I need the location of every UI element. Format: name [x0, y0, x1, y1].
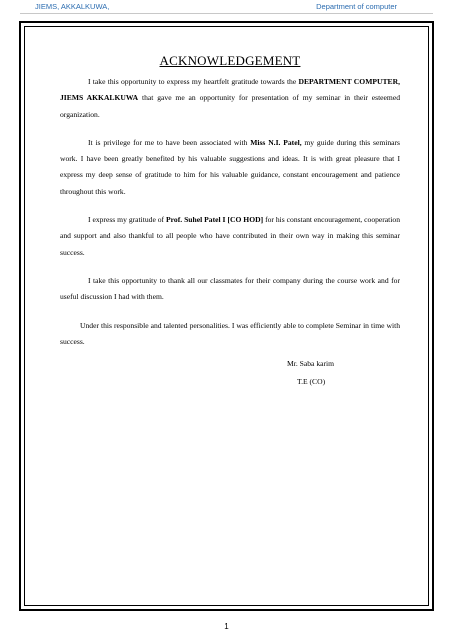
p1-text-end: that gave me an opportunity for presentation of my seminar in their esteemed organization. — [60, 93, 400, 119]
p3-text-end: for his constant encouragement, cooperation and support and also thankful to all people who have contributed in their own way in making this seminar success. — [60, 215, 400, 257]
p2-text-end: my guide during this seminars work. I have been greatly benefited by his valuable suggestions and ideas. It is with great pleasure that I express my deep sense of gratitude to him for his valuable guidance, constant encouragement and patience throughout this work. — [60, 137, 401, 196]
signature-name: Mr. Saba karim — [287, 359, 335, 368]
signature-block — [287, 355, 334, 391]
document-body — [60, 52, 400, 362]
p2-text-start: It is privilege for me to have been associated with — [88, 137, 251, 147]
p1-text-start: I take this opportunity to express my heartfelt gratitude towards the — [88, 77, 299, 86]
p3-bold-hod: Prof. Suhel Patel I [CO HOD] — [166, 215, 264, 225]
page-header — [0, 0, 453, 16]
p1-bold-department: DEPARTMENT COMPUTER, JIEMS AKKALKUWA — [60, 77, 400, 103]
page-number: 1 — [224, 622, 229, 631]
document-title: ACKNOWLEDGEMENT — [159, 53, 301, 68]
p2-bold-guide: Miss N.I. Patel, — [250, 137, 302, 147]
header-rule — [20, 13, 433, 14]
paragraph-1 — [60, 74, 400, 123]
paragraph-3 — [60, 212, 400, 261]
paragraph-5: Under this responsible and talented personalities. I was efficiently able to complete Seminar in time with success. — [60, 320, 400, 346]
p3-text-start: I express my gratitude of — [88, 215, 167, 225]
header-institute: JIEMS, AKKALKUWA, — [35, 2, 110, 11]
header-department: Department of computer — [316, 2, 397, 11]
signature-role: T.E (CO) — [297, 377, 326, 386]
paragraph-2 — [60, 135, 400, 200]
paragraph-4: I take this opportunity to thank all our classmates for their company during the course work and for useful discussion I had with them. — [60, 275, 400, 302]
